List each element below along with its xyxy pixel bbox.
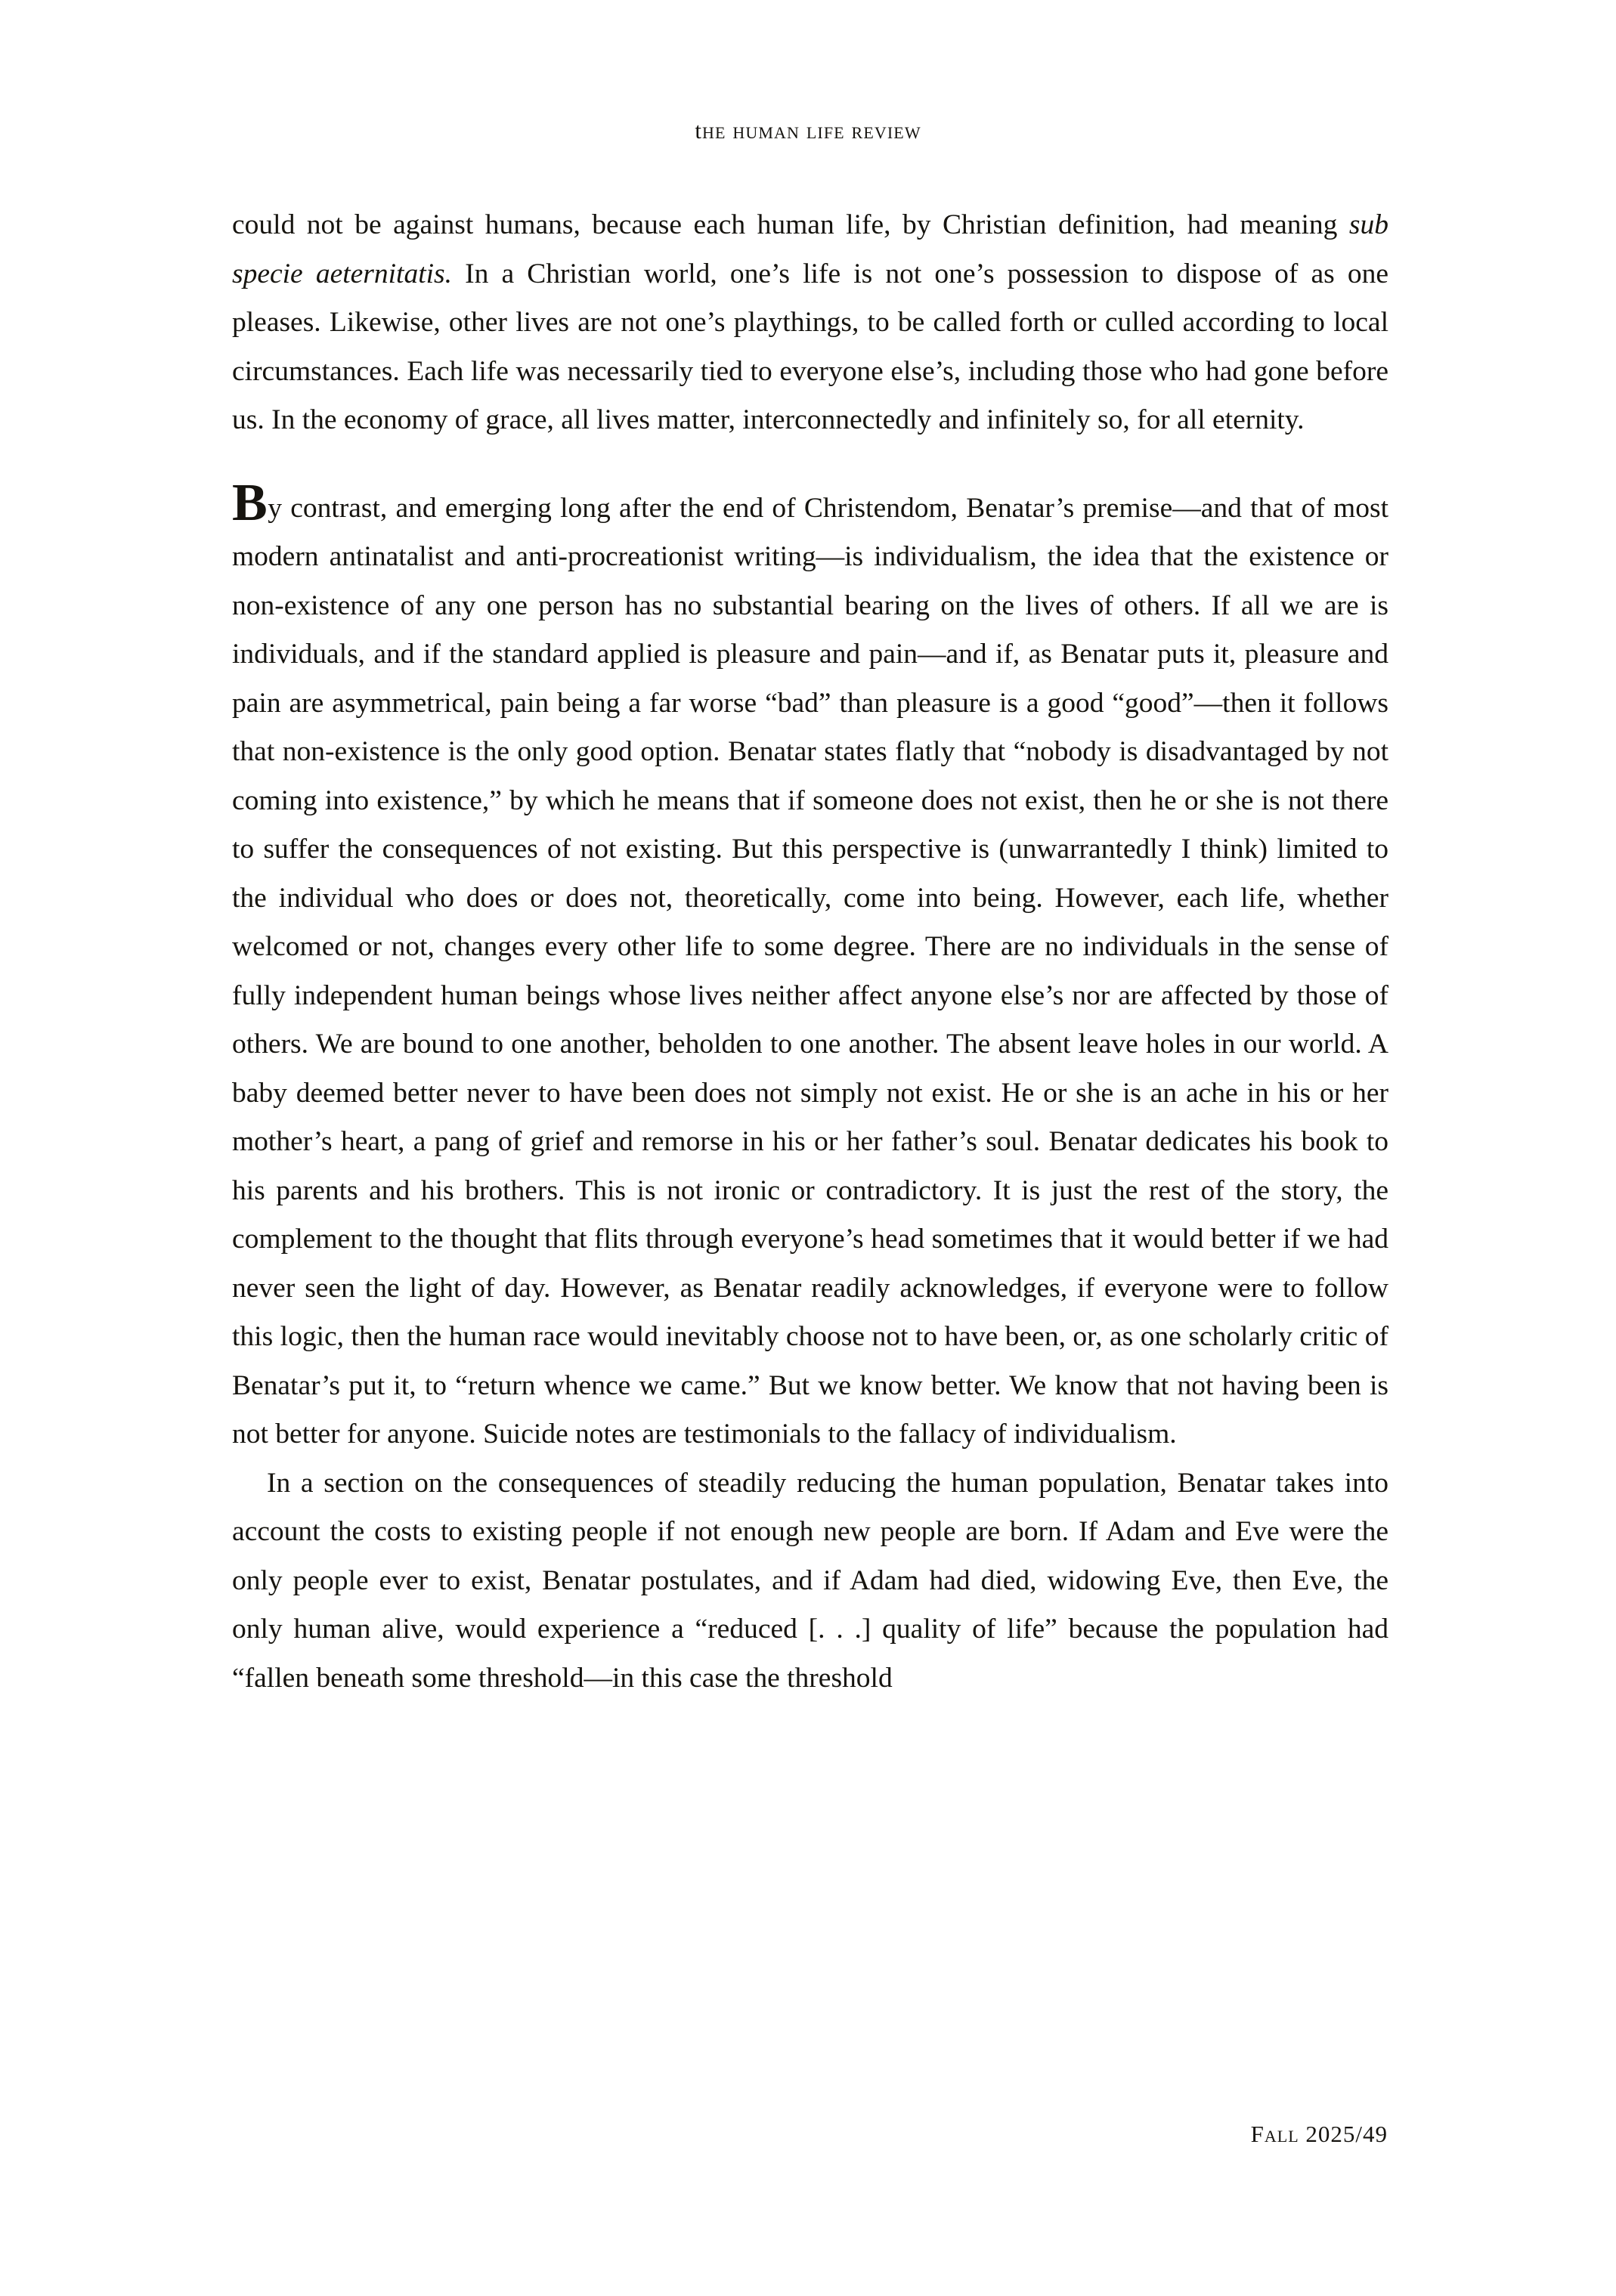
paragraph-1-text-after-italic: In a Christian world, one’s life is not one’s possession to dispose of as one pleases. Likewise, other lives are not one’s playthings, to be called forth or culled according to local circumstances. Each life was necessarily tied to everyone else’s, including those who had gone before us. In the economy of grace, all lives matter, interconnectedly and infinitely so, for all eternity.	[232, 258, 1388, 435]
body-text-block	[232, 201, 1388, 1703]
paragraph-3-text: In a section on the consequences of steadily reducing the human population, Benatar takes into account the costs to existing people if not enough new people are born. If Adam and Eve were the only people ever to exist, Benatar postulates, and if Adam had died, widowing Eve, then Eve, the only human alive, would experience a “reduced [. . .] quality of life” because the population had “fallen beneath some threshold—in this case the threshold	[232, 1467, 1388, 1694]
initial-capital: B	[232, 473, 268, 532]
paragraph-1-text-before-italic: could not be against humans, because each human life, by Christian definition, had meaning	[232, 209, 1349, 240]
paragraph-with-initial-cap	[232, 473, 1388, 1459]
paragraph-3	[232, 1459, 1388, 1703]
paragraph-continuation	[232, 201, 1388, 445]
running-head: the human life review	[695, 117, 921, 144]
page-folio: Fall 2025/49	[1250, 2121, 1388, 2147]
latin-phrase-italic: sub specie aeternitatis.	[232, 209, 1388, 289]
paragraph-2-text: y contrast, and emerging long after the end of Christendom, Benatar’s premise—and that of most modern antinatalist and anti-procreationist writing—is individualism, the idea that the existence or non-existence of any one person has no substantial bearing on the lives of others. If all we are is individuals, and if the standard applied is pleasure and pain—and if, as Benatar puts it, pleasure and pain are asymmetrical, pain being a far worse “bad” than pleasure is a good “good”—then it follows that non-existence is the only good option. Benatar states flatly that “nobody is disadvantaged by not coming into existence,” by which he means that if someone does not exist, then he or she is not there to suffer the consequences of not existing. But this perspective is (unwarrantedly I think) limited to the individual who does or does not, theoretically, come into being. However, each life, whether welcomed or not, changes every other life to some degree. There are no individuals in the sense of fully independent human beings whose lives neither affect anyone else’s nor are affected by those of others. We are bound to one another, beholden to one another. The absent leave holes in our world. A baby deemed better never to have been does not simply not exist. He or she is an ache in his or her mother’s heart, a pang of grief and remorse in his or her father’s soul. Benatar dedicates his book to his parents and his brothers. This is not ironic or contradictory. It is just the rest of the story, the complement to the thought that flits through everyone’s head sometimes that it would better if we had never seen the light of day. However, as Benatar readily acknowledges, if everyone were to follow this logic, then the human race would inevitably choose not to have been, or, as one scholarly critic of Benatar’s put it, to “return whence we came.” But we know better. We know that not having been is not better for anyone. Suicide notes are testimonials to the fallacy of individualism.	[232, 492, 1388, 1450]
